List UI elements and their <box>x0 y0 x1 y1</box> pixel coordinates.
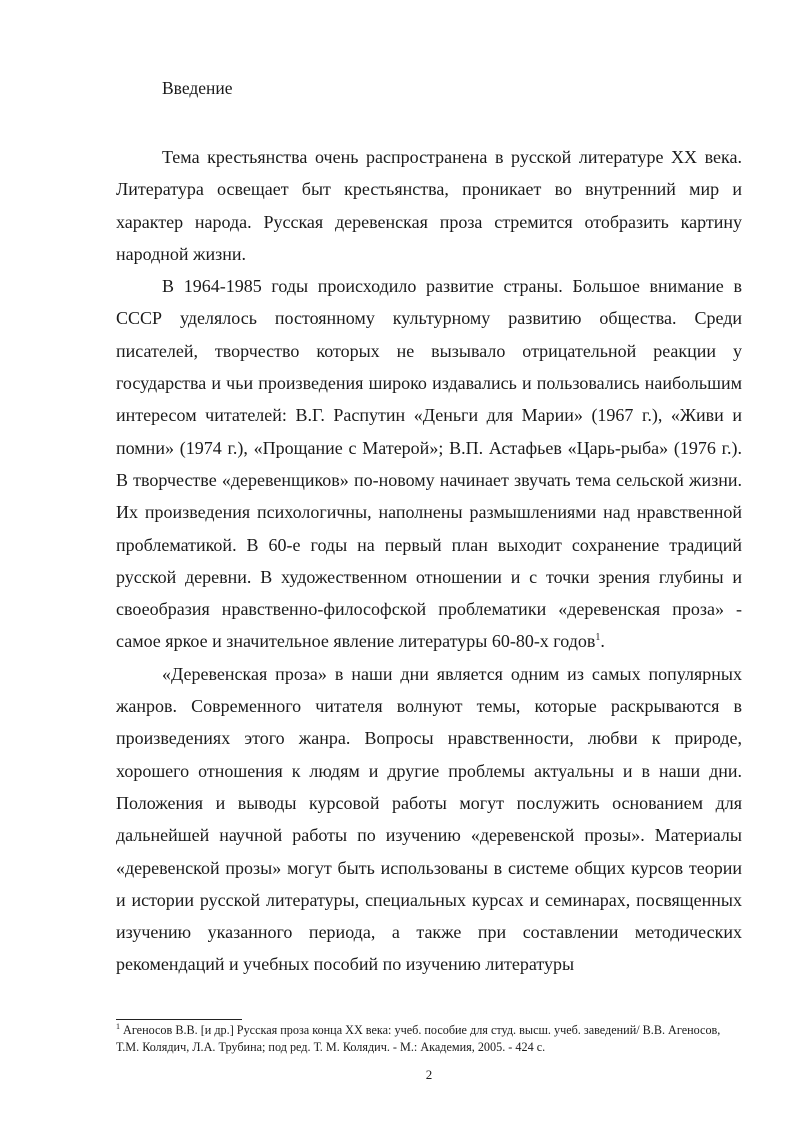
paragraph-1: Тема крестьянства очень распространена в русской литературе XX века. Литература освещает быт крестьянства, проникает во внутренний мир и характер народа. Русская деревенская проза стремится отобразить картину народной жизни. <box>116 147 742 264</box>
footnote-marker: 1 <box>116 1021 120 1031</box>
body-text <box>116 141 742 981</box>
paragraph-2 <box>116 270 742 658</box>
footnote-separator <box>116 1019 242 1020</box>
section-heading: Введение <box>162 78 233 98</box>
footnote <box>116 1022 742 1056</box>
paragraph-2-text: В 1964-1985 годы происходило развитие страны. Большое внимание в СССР уделялось постоянному культурному развитию общества. Среди писателей, творчество которых не вызывало отрицательной реакции у государства и чьи произведения широко издавались и пользовались наибольшим интересом читателей: В.Г. Распутин «Деньги для Марии» (1967 г.), «Живи и помни» (1974 г.), «Прощание с Матерой»; В.П. Астафьев «Царь-рыба» (1976 г.). В творчестве «деревенщиков» по-новому начинает звучать тема сельской жизни. Их произведения психологичны, наполнены размышлениями над нравственной проблематикой. В 60-е годы на первый план выходит сохранение традиций русской деревни. В художественном отношении и с точки зрения глубины и своеобразия нравственно-философской проблематики «деревенская проза» - самое яркое и значительное явление литературы 60-80-х годов <box>116 276 742 652</box>
footnote-reference[interactable]: 1 <box>595 632 601 644</box>
paragraph-2-end: . <box>600 631 605 652</box>
page-number: 2 <box>425 1067 433 1082</box>
paragraph-3: «Деревенская проза» в наши дни является одним из самых популярных жанров. Современного читателя волнуют темы, которые раскрываются в произведениях этого жанра. Вопросы нравственности, любви к природе, хорошего отношения к людям и другие проблемы актуальны и в наши дни. Положения и выводы курсовой работы могут послужить основанием для дальнейшей научной работы по изучению «деревенской прозы». Материалы «деревенской прозы» могут быть использованы в системе общих курсов теории и истории русской литературы, специальных курсах и семинарах, посвященных изучению указанного периода, а также при составлении методических рекомендаций и учебных пособий по изучению литературы <box>116 663 742 975</box>
footnote-text: Агеносов В.В. [и др.] Русская проза конца XX века: учеб. пособие для студ. высш. учеб. заведений/ В.В. Агеносов, Т.М. Колядич, Л.А. Трубина; под ред. Т. М. Колядич. - М.: Академия, 2005. - 424 с. <box>116 1023 721 1054</box>
